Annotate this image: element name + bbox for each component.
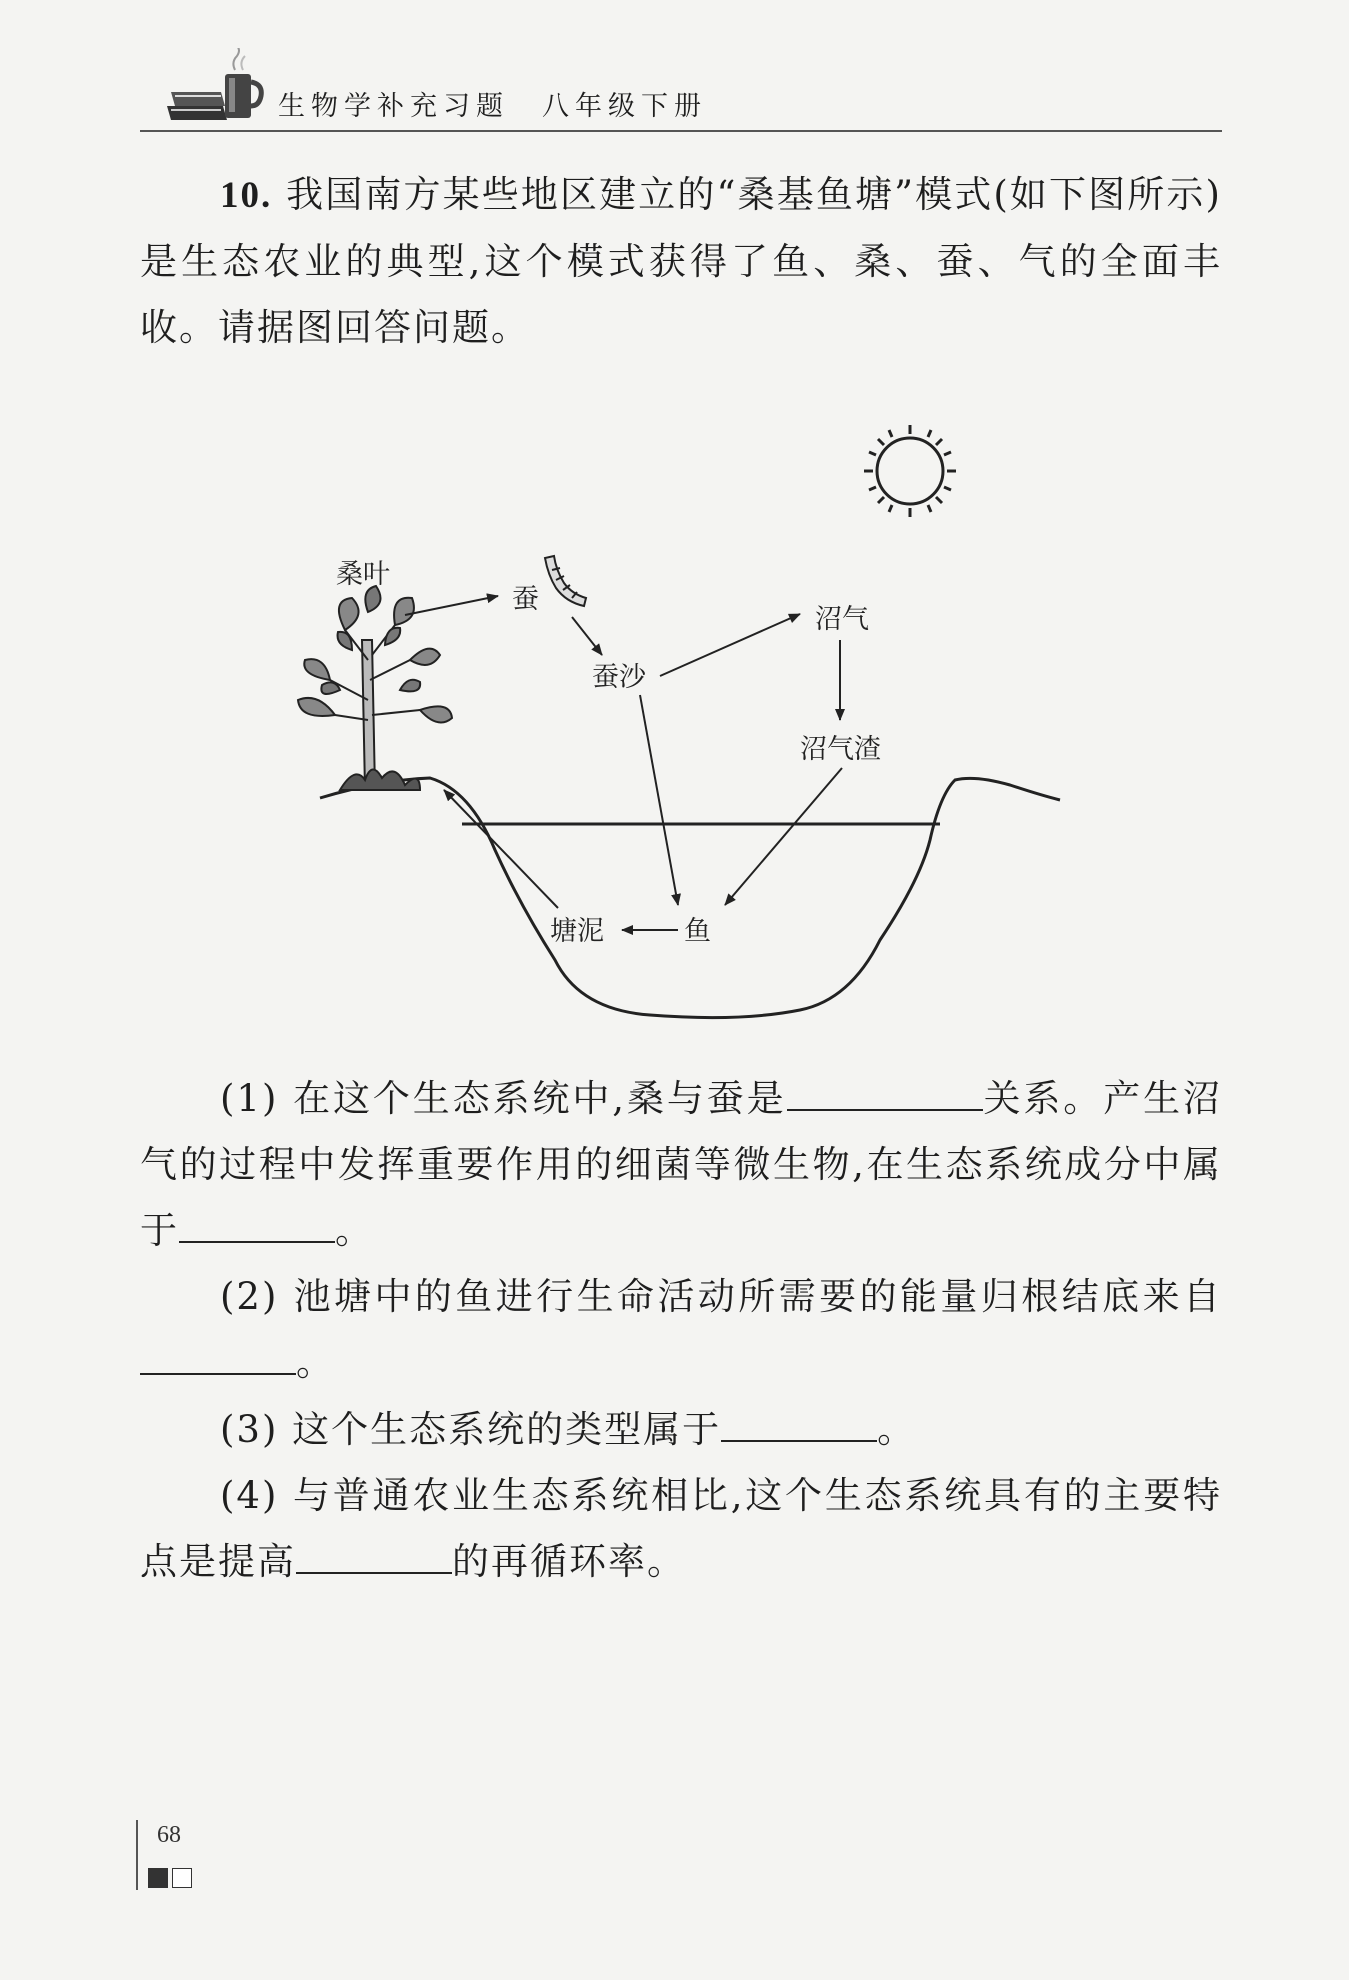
label-fish: 鱼 <box>684 916 711 947</box>
question-intro <box>140 162 1222 361</box>
question-number: 10. <box>220 175 273 216</box>
footer-rule <box>136 1820 138 1890</box>
answer-blank-1b[interactable] <box>179 1207 335 1243</box>
subquestion-3: (3) 这个生态系统的类型属于 。 <box>220 1408 917 1451</box>
answer-blank-3[interactable] <box>721 1406 877 1442</box>
empty-square-icon <box>172 1868 192 1888</box>
filled-square-icon <box>148 1868 168 1888</box>
subquestion-2: (2) 池塘中的鱼进行生命活动所需要的能量归根结底来自。 <box>140 1264 1222 1396</box>
label-biogas-residue: 沼气渣 <box>800 734 881 765</box>
arrow-silkworm-to-droppings <box>572 617 602 655</box>
label-silkworm: 蚕 <box>512 584 539 615</box>
label-silkworm-droppings: 蚕沙 <box>592 662 646 693</box>
sun-icon <box>864 425 956 517</box>
answer-blank-4[interactable] <box>296 1538 452 1574</box>
label-biogas: 沼气 <box>815 604 869 635</box>
book-title: 生物学补充习题 八年级下册 <box>278 91 707 122</box>
mulberry-fishpond-diagram <box>0 400 1349 1040</box>
pond-outline <box>320 778 1060 1018</box>
arrow-residue-to-fish <box>725 768 842 905</box>
question-text: 我国南方某些地区建立的“桑基鱼塘”模式(如下图所示)是生态农业的典型,这个模式获得了鱼、桑、蚕、气的全面丰收。请据图回答问题。 <box>140 173 1222 349</box>
silkworm-icon <box>545 556 586 606</box>
answer-blank-2[interactable] <box>140 1339 296 1375</box>
mulberry-tree-icon <box>298 586 452 790</box>
arrow-leaf-to-silkworm <box>405 596 498 615</box>
label-pond-mud: 塘泥 <box>550 916 604 947</box>
subquestion-1: (1) 在这个生态系统中,桑与蚕是 关系。产生沼气的过程中发挥重要作用的细菌等微生物,在生态系统成分中属于 。 <box>140 1077 1222 1252</box>
label-mulberry-leaf: 桑叶 <box>336 559 390 590</box>
header-rule <box>140 130 1222 132</box>
subquestion-4: (4) 与普通农业生态系统相比,这个生态系统具有的主要特点是提高 的再循环率。 <box>140 1474 1222 1583</box>
arrow-droppings-to-biogas <box>660 614 800 676</box>
arrow-droppings-to-fish <box>640 695 678 905</box>
answer-blank-1a[interactable] <box>787 1075 983 1111</box>
arrow-mud-to-mulberry <box>444 790 558 908</box>
page-number: 68 <box>157 1822 181 1848</box>
books-and-mug-icon <box>165 48 265 128</box>
